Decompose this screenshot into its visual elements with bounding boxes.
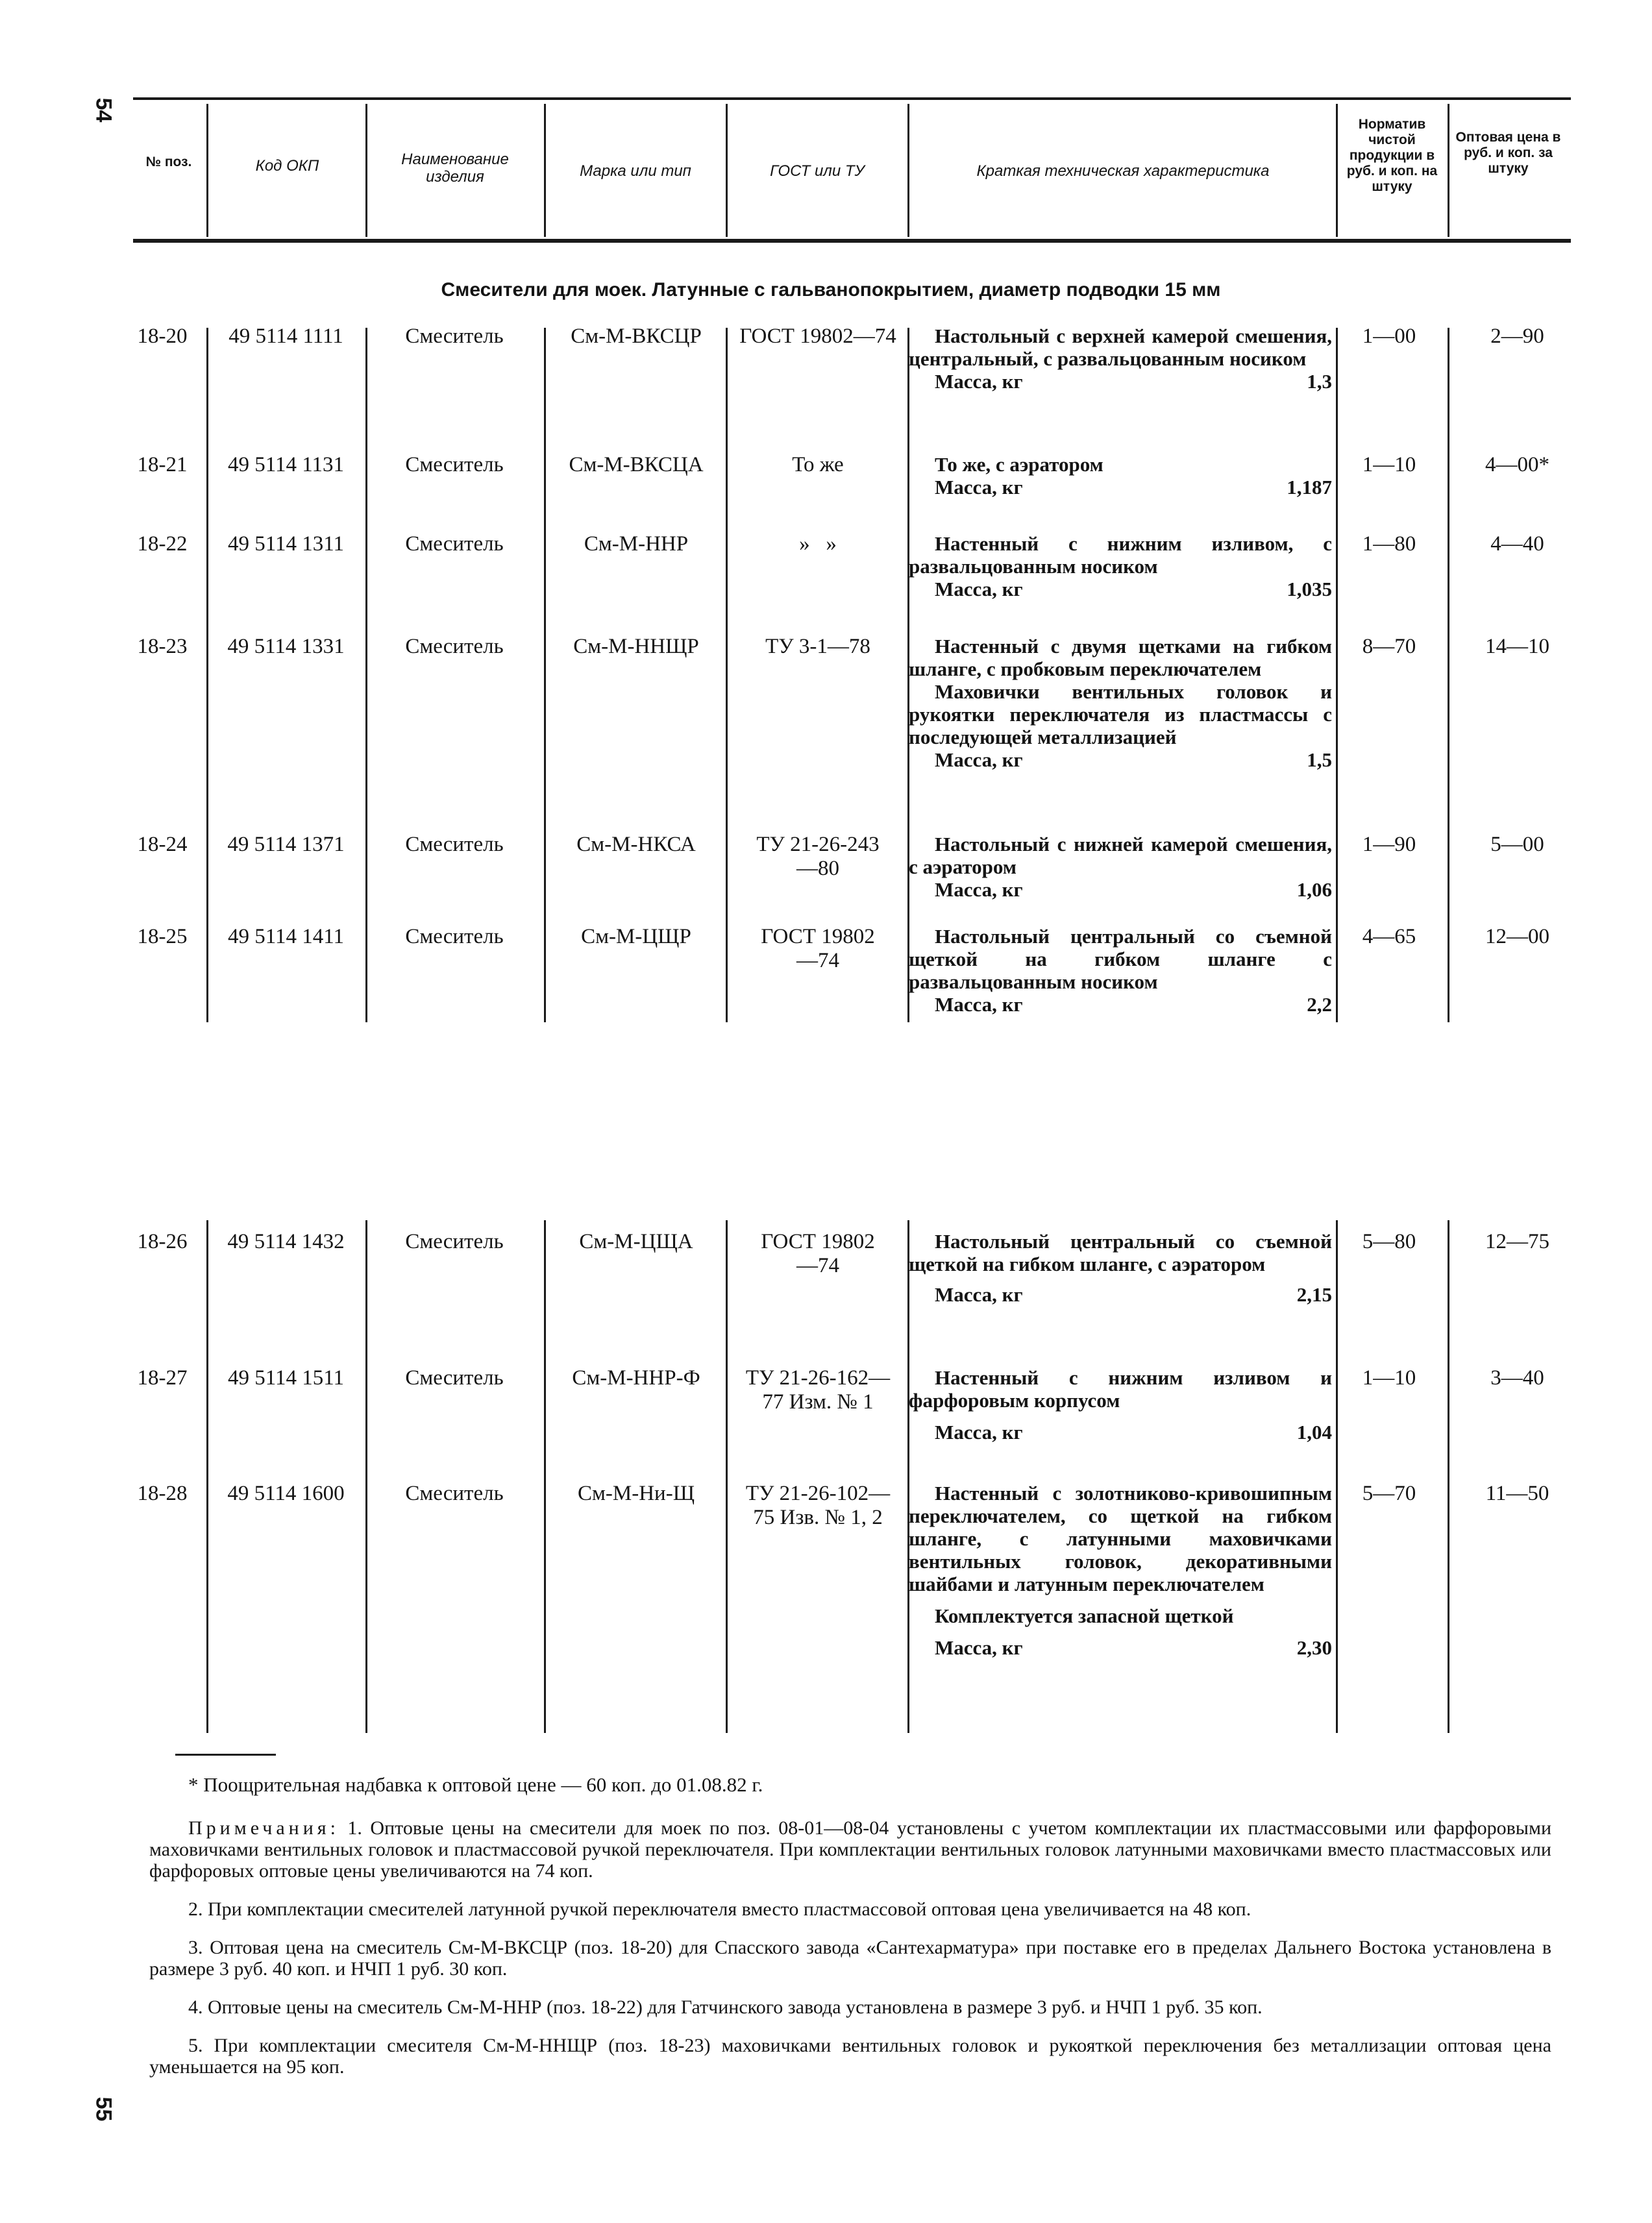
notes-label: Примечания: [188,1817,339,1839]
header-okp: Код ОКП [255,157,319,175]
row-norm: 5—80 [1362,1230,1416,1253]
header-gost: ГОСТ или ТУ [770,162,865,180]
mass-label: Масса, кг [935,1636,1023,1659]
row-price: 5—00 [1490,833,1544,856]
row-name: Смеситель [405,325,504,348]
row-desc-extra: Комплектуется запасной щеткой [935,1604,1234,1627]
row-mark: См-М-НКСА [576,833,696,856]
column-line [1448,328,1449,1022]
row-price: 14—10 [1485,635,1549,658]
column-line [365,328,367,1022]
row-norm: 8—70 [1362,635,1416,658]
row-pos: 18-23 [137,635,188,658]
row-gost: ТУ 21-26-162—77 Изм. № 1 [745,1366,891,1414]
row-okp: 49 5114 1331 [227,635,345,658]
row-desc [909,1230,1332,1306]
row-norm: 4—65 [1362,925,1416,948]
row-gost: ГОСТ 19802—74 [761,925,875,972]
row-okp: 49 5114 1511 [227,1366,345,1390]
row-gost: ГОСТ 19802—74 [761,1230,875,1277]
page-number-bottom: 55 [91,2096,116,2122]
header-divider [365,104,367,237]
row-mass [909,476,1332,498]
row-mass [909,578,1332,600]
row-price: 12—00 [1485,925,1549,948]
row-pos: 18-22 [137,532,188,556]
row-name: Смеситель [405,635,504,658]
row-desc [909,532,1332,600]
row-desc-text: Настольный с верхней камерой смешения, центральный, с развальцованным носиком [909,325,1332,370]
row-mark: См-М-ННР [584,532,689,556]
mass-value: 1,06 [1296,878,1332,901]
column-line [544,1220,546,1733]
row-pos: 18-24 [137,833,188,856]
mass-label: Масса, кг [935,370,1023,393]
row-pos: 18-27 [137,1366,188,1390]
column-line [544,328,546,1022]
row-desc-text: Настенный с нижним изливом и фарфоровым корпусом [909,1366,1332,1412]
row-pos: 18-26 [137,1230,188,1253]
row-norm: 1—80 [1362,532,1416,556]
row-desc-text: Настольный с нижней камерой смешения, с аэратором [909,833,1332,878]
row-mass [909,993,1332,1016]
row-gost: » » [799,532,837,556]
mass-label: Масса, кг [935,993,1023,1016]
note-1-text: 1. Оптовые цены на смесители для моек по поз. 08-01—08-04 установлены с учетом комплектации их пластмассовыми или фарфоровыми маховичками вентильных головок и пластмассовой ручкой переключателя. При комплектации вентильных головок латунными маховичками вместо пластмассовых или фарфоровых оптовые цены увеличиваются на 74 коп. [149,1817,1551,1882]
row-okp: 49 5114 1311 [227,532,345,556]
row-desc-text: Настольный центральный со съемной щеткой на гибком шланге, с аэратором [909,1230,1332,1275]
row-price: 2—90 [1490,325,1544,348]
note-3: 3. Оптовая цена на смеситель См-М-ВКСЦР (поз. 18-20) для Спасского завода «Сантехарматура» при поставке его в пределах Дальнего Востока установлена в размере 3 руб. 40 коп. и НЧП 1 руб. 30 коп. [149,1937,1551,1980]
header-divider [206,104,208,237]
row-desc-extra: Маховички вентильных головок и рукоятки переключателя из пластмассы с последующей металлизацией [909,680,1332,748]
column-line [726,1220,728,1733]
header-divider [726,104,728,237]
header-name: Наименование изделия [401,151,509,186]
mass-label: Масса, кг [935,748,1023,771]
row-name: Смеситель [405,453,504,476]
row-okp: 49 5114 1131 [227,453,345,476]
row-price: 4—40 [1490,532,1544,556]
row-price: 3—40 [1490,1366,1544,1390]
row-norm: 1—10 [1362,453,1416,476]
mass-value: 1,035 [1287,578,1332,600]
header-divider [907,104,909,237]
page-number-top: 54 [91,97,116,123]
row-pos: 18-21 [137,453,188,476]
column-line [1336,1220,1338,1733]
row-name: Смеситель [405,925,504,948]
header-price: Оптовая цена в руб. и коп. за штуку [1455,130,1561,176]
column-line [1336,328,1338,1022]
row-mass [909,370,1332,393]
header-pos: № поз. [145,154,192,169]
mass-value: 1,04 [1296,1421,1332,1443]
column-line [206,1220,208,1733]
row-norm: 5—70 [1362,1482,1416,1505]
row-desc [909,1366,1332,1443]
row-mark: См-М-Ни-Щ [578,1482,695,1505]
row-desc-text: Настольный центральный со съемной щеткой на гибком шланге с развальцованным носиком [909,925,1332,993]
column-line [206,328,208,1022]
row-mass [909,748,1332,771]
mass-label: Масса, кг [935,878,1023,901]
row-desc-text: Настенный с нижним изливом, с развальцованным носиком [909,532,1332,578]
row-gost: ТУ 21-26-243—80 [756,833,880,880]
header-norm: Норматив чистой продукции в руб. и коп. на штуку [1346,117,1438,194]
footnote: * Поощрительная надбавка к оптовой цене — 60 коп. до 01.08.82 г. [188,1773,763,1796]
row-price: 12—75 [1485,1230,1549,1253]
row-desc-text: То же, с аэратором [935,453,1103,476]
row-mark: См-М-ННР-Ф [572,1366,700,1390]
column-line [1448,1220,1449,1733]
row-gost: ГОСТ 19802—74 [739,325,896,348]
row-gost: ТУ 3-1—78 [765,635,870,658]
mass-value: 1,5 [1307,748,1332,771]
row-pos: 18-20 [137,325,188,348]
column-line [726,328,728,1022]
row-norm: 1—90 [1362,833,1416,856]
mass-label: Масса, кг [935,476,1023,498]
row-gost: ТУ 21-26-102—75 Изв. № 1, 2 [745,1482,891,1529]
note-2: 2. При комплектации смесителей латунной ручкой переключателя вместо пластмассовой оптовая цена увеличивается на 48 коп. [188,1898,1251,1920]
row-okp: 49 5114 1432 [227,1230,345,1253]
header-divider [1448,104,1449,237]
row-mark: См-М-ВКСЦР [571,325,702,348]
row-mass [909,1283,1332,1306]
row-name: Смеситель [405,1230,504,1253]
row-mass [909,1636,1332,1659]
mass-value: 2,15 [1296,1283,1332,1306]
row-norm: 1—10 [1362,1366,1416,1390]
header-top-rule [133,97,1571,100]
row-price: 11—50 [1485,1482,1549,1505]
header-char: Краткая техническая характеристика [976,162,1270,180]
row-okp: 49 5114 1371 [227,833,345,856]
header-divider [1336,104,1338,237]
row-desc [909,925,1332,1016]
footnote-rule [175,1754,276,1756]
row-mark: См-М-ЦЩР [581,925,691,948]
row-desc [909,453,1332,498]
note-5: 5. При комплектации смесителя См-М-ННЩР (поз. 18-23) маховичками вентильных головок и рукояткой переключения без металлизации оптовая цена уменьшается на 95 коп. [149,2035,1551,2078]
row-okp: 49 5114 1411 [227,925,345,948]
mass-label: Масса, кг [935,578,1023,600]
row-pos: 18-28 [137,1482,188,1505]
row-name: Смеситель [405,1482,504,1505]
header-bottom-rule [133,239,1571,243]
row-desc-text: Настенный с двумя щетками на гибком шланге, с пробковым переключателем [909,635,1332,680]
mass-value: 2,30 [1296,1636,1332,1659]
row-desc [909,325,1332,393]
row-mass [909,1421,1332,1443]
row-name: Смеситель [405,833,504,856]
header-divider [544,104,546,237]
row-norm: 1—00 [1362,325,1416,348]
row-price: 4—00* [1485,453,1549,476]
note-1 [149,1817,1551,1882]
row-gost: То же [792,453,844,476]
row-okp: 49 5114 1600 [227,1482,345,1505]
row-name: Смеситель [405,532,504,556]
notes [149,1817,1551,2094]
mass-value: 2,2 [1307,993,1332,1016]
row-desc [909,1482,1332,1659]
mass-value: 1,187 [1287,476,1332,498]
row-name: Смеситель [405,1366,504,1390]
section-title: Смесители для моек. Латунные с гальванопокрытием, диаметр подводки 15 мм [441,279,1221,301]
row-mark: См-М-ВКСЦА [569,453,704,476]
mass-value: 1,3 [1307,370,1332,393]
column-line [365,1220,367,1733]
header-mark: Марка или тип [580,162,691,180]
row-desc [909,635,1332,771]
mass-label: Масса, кг [935,1283,1023,1306]
row-desc-text: Настенный с золотниково-кривошипным переключателем, со щеткой на гибком шланге, с латунными маховичками вентильных головок, декоративными шайбами и латунным переключателем [909,1482,1332,1595]
row-mass [909,878,1332,901]
row-mark: См-М-ННЩР [573,635,699,658]
row-mark: См-М-ЦЩА [579,1230,693,1253]
note-4: 4. Оптовые цены на смеситель См-М-ННР (поз. 18-22) для Гатчинского завода установлена в размере 3 руб. и НЧП 1 руб. 35 коп. [188,1996,1263,2018]
row-pos: 18-25 [137,925,188,948]
row-desc [909,833,1332,901]
mass-label: Масса, кг [935,1421,1023,1443]
row-okp: 49 5114 1111 [228,325,343,348]
